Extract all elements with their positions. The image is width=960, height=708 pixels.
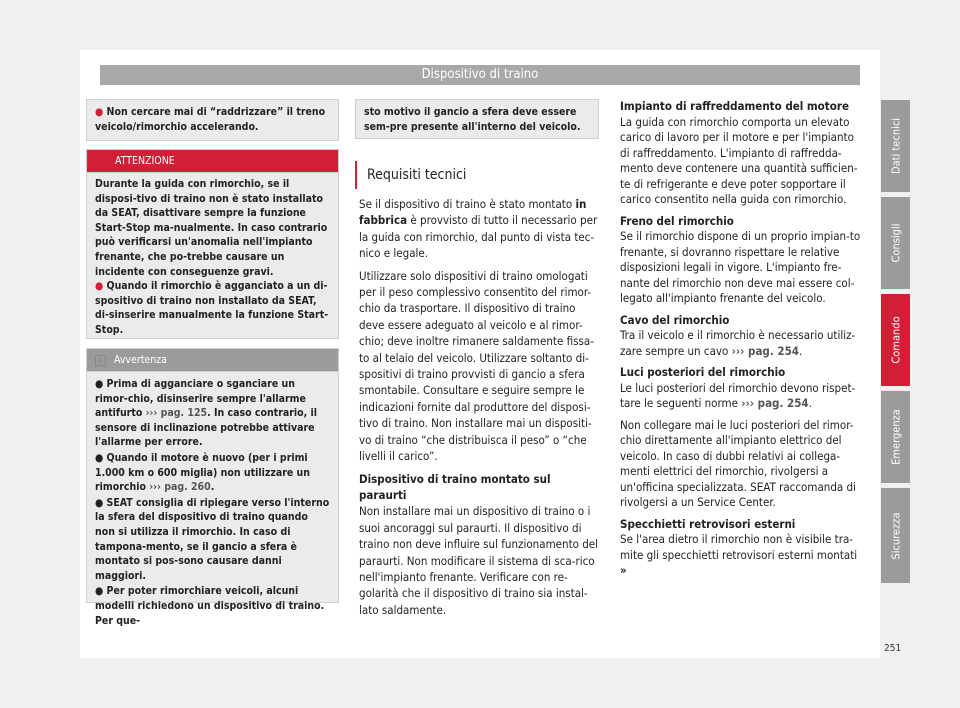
page-reference-link[interactable]: ››› pag. 125 (145, 407, 208, 420)
page-reference-link[interactable]: ››› pag. 254 (741, 396, 809, 410)
tab-label: Dati tecnici (889, 117, 902, 175)
warning-triangle-icon (95, 155, 107, 165)
body-paragraph: Se il rimorchio dispone di un proprio impian-to frenante, si dovranno rispettare le relative disposizioni legali in vigore. L'impianto fre-nante del rimorchio non deve mai essere col-legato all'impianto frenante del veicolo. (620, 229, 861, 305)
warning-text: Non cercare mai di “raddrizzare” il treno veicolo/rimorchio accelerando. (95, 106, 326, 133)
note-continuation-box (355, 99, 599, 139)
note-bullet-text: . In caso contrario, il sensore di inclinazione potrebbe attivare l'allarme per errore. (95, 407, 317, 449)
body-paragraph: La guida con rimorchio comporta un elevato carico di lavoro per il motore e per l'impianto di raffreddamento. L'impianto di raffredda-mento deve contenere una quantità sufficien-te di refrigerante e deve poter sopportare il carico consentito nella guida con rimorchio. (620, 114, 858, 206)
warning-continuation-box (86, 99, 339, 141)
tab-comando[interactable] (881, 294, 910, 386)
body-bold-text: in fabbrica (359, 197, 587, 228)
body-text: Tra il veicolo e il rimorchio è necessario utiliz-zare sempre un cavo (620, 328, 856, 358)
body-text: . (798, 343, 803, 358)
note-header (87, 349, 338, 372)
note-box (86, 348, 339, 627)
bullet-icon: ● (95, 585, 104, 598)
note-bullet-text: Quando il motore è nuovo (per i primi 1.000 km o 600 miglia) non utilizzare un rimorchio (95, 451, 310, 494)
tab-emergenza[interactable] (881, 391, 910, 483)
note-bullet-text: . (210, 481, 215, 494)
attention-box (86, 149, 339, 339)
subheading: Specchietti retrovisori esterni (620, 516, 796, 531)
page-reference-link[interactable]: ››› pag. 254 (731, 343, 799, 358)
body-text: . (808, 396, 812, 410)
bullet-icon: ● (95, 106, 104, 118)
subheading: Cavo del rimorchio (620, 312, 730, 327)
body-text: Se il dispositivo di traino è stato montato (359, 197, 576, 211)
tab-consigli[interactable] (881, 197, 910, 289)
bullet-icon: ● (95, 451, 104, 464)
bullet-icon: ● (95, 496, 104, 509)
tab-label: Sicurezza (889, 511, 902, 560)
continue-arrow-icon: » (620, 563, 627, 577)
body-paragraph: Non installare mai un dispositivo di traino o i suoi ancoraggi sul paraurti. Il dispositivo di traino non deve influire sul funzionamento del paraurti. Non modificare il sistema di sca-rico nell'impianto frenante. Verificare con re-golarità che il dispositivo di traino sia instal-lato saldamente. (359, 504, 599, 617)
subheading: Luci posteriori del rimorchio (620, 365, 786, 379)
attention-header (87, 150, 338, 173)
subheading: Impianto di raffreddamento del motore (620, 99, 849, 113)
body-text: Se l'area dietro il rimorchio non è visibile tra-mite gli specchietti retrovisori esterni montati (620, 532, 858, 562)
body-text: Le luci posteriori del rimorchio devono rispet-tare le seguenti norme (620, 380, 856, 410)
section-title-text: Requisiti tecnici (367, 167, 467, 183)
body-text: è provvisto di tutto il necessario per la guida con rimorchio, dal punto di vista tec-nico e legale. (359, 213, 598, 261)
body-paragraph: Utilizzare solo dispositivi di traino omologati per il peso complessivo consentito del rimor-chio da trasportare. Il dispositivo di traino deve essere adeguato al veicolo e al rimor-chio; deve inoltre rimanere saldamente fissa-to al telaio del veicolo. Utilizzare soltanto di-spositivi di traino provvisti di gancio a sfera smontabile. Consultare e seguire sempre le indicazioni fornite dal produttore del disposi-tivo di traino. Non installare mai un dispositi-vo di traino “che distribuisca il peso” o “che livelli il carico”. (359, 268, 594, 464)
page-header-title: Dispositivo di traino (421, 67, 539, 82)
note-label: Avvertenza (114, 354, 167, 366)
note-bullet-text: SEAT consiglia di ripiegare verso l'interno la sfera del dispositivo di traino quando non si utilizza il rimorchio. In caso di tampona-mento, se il gancio a sfera è montato si pos-sono causare danni maggiori. (95, 496, 330, 582)
page-header (100, 65, 860, 85)
note-bullet-text: Prima di agganciare o sganciare un rimor-chio, disinserire sempre l'allarme antifurto (95, 378, 306, 420)
info-icon: i (95, 355, 106, 366)
body-paragraph: Non collegare mai le luci posteriori del rimor-chio direttamente all'impianto elettrico del veicolo. In caso di dubbi relativi ai collega-menti elettrici del rimorchio, rivolgersi a un'officina specializzata. SEAT raccomanda di rivolgersi a un Service Center. (620, 417, 856, 509)
page-reference-link[interactable]: ››› pag. 260 (149, 481, 211, 494)
attention-label: ATTENZIONE (115, 155, 175, 167)
tab-label: Consigli (889, 223, 902, 263)
note-continuation-text: sto motivo il gancio a sfera deve essere sem-pre presente all'interno del veicolo. (364, 106, 581, 133)
page-number: 251 (884, 643, 902, 654)
middle-column (359, 196, 601, 624)
tab-label: Emergenza (889, 409, 902, 465)
subheading: Freno del rimorchio (620, 213, 734, 228)
right-column (620, 99, 866, 585)
note-bullet-text: Per poter rimorchiare veicoli, alcuni modelli richiedono un dispositivo di traino. Per que- (95, 585, 325, 627)
tab-dati-tecnici[interactable] (881, 100, 910, 192)
attention-paragraph: Durante la guida con rimorchio, se il disposi-tivo di traino non è stato installato da SEAT, disattivare sempre la funzione Start-Stop ma-nualmente. In caso contrario può verificarsi un'anomalia nell'impianto frenante, che po-trebbe causare un incidente con conseguenze gravi. (95, 178, 328, 278)
tab-label: Comando (889, 316, 902, 364)
attention-bullet: Quando il rimorchio è agganciato a un di-spositivo di traino non installato da SEAT, di-sinserire manualmente la funzione Start-Stop. (95, 280, 329, 336)
tab-sicurezza[interactable] (881, 488, 910, 583)
section-title (355, 161, 585, 189)
bullet-icon: ● (95, 280, 104, 293)
bullet-icon: ● (95, 378, 104, 390)
subheading: Dispositivo di traino montato sul paraurti (359, 471, 551, 502)
